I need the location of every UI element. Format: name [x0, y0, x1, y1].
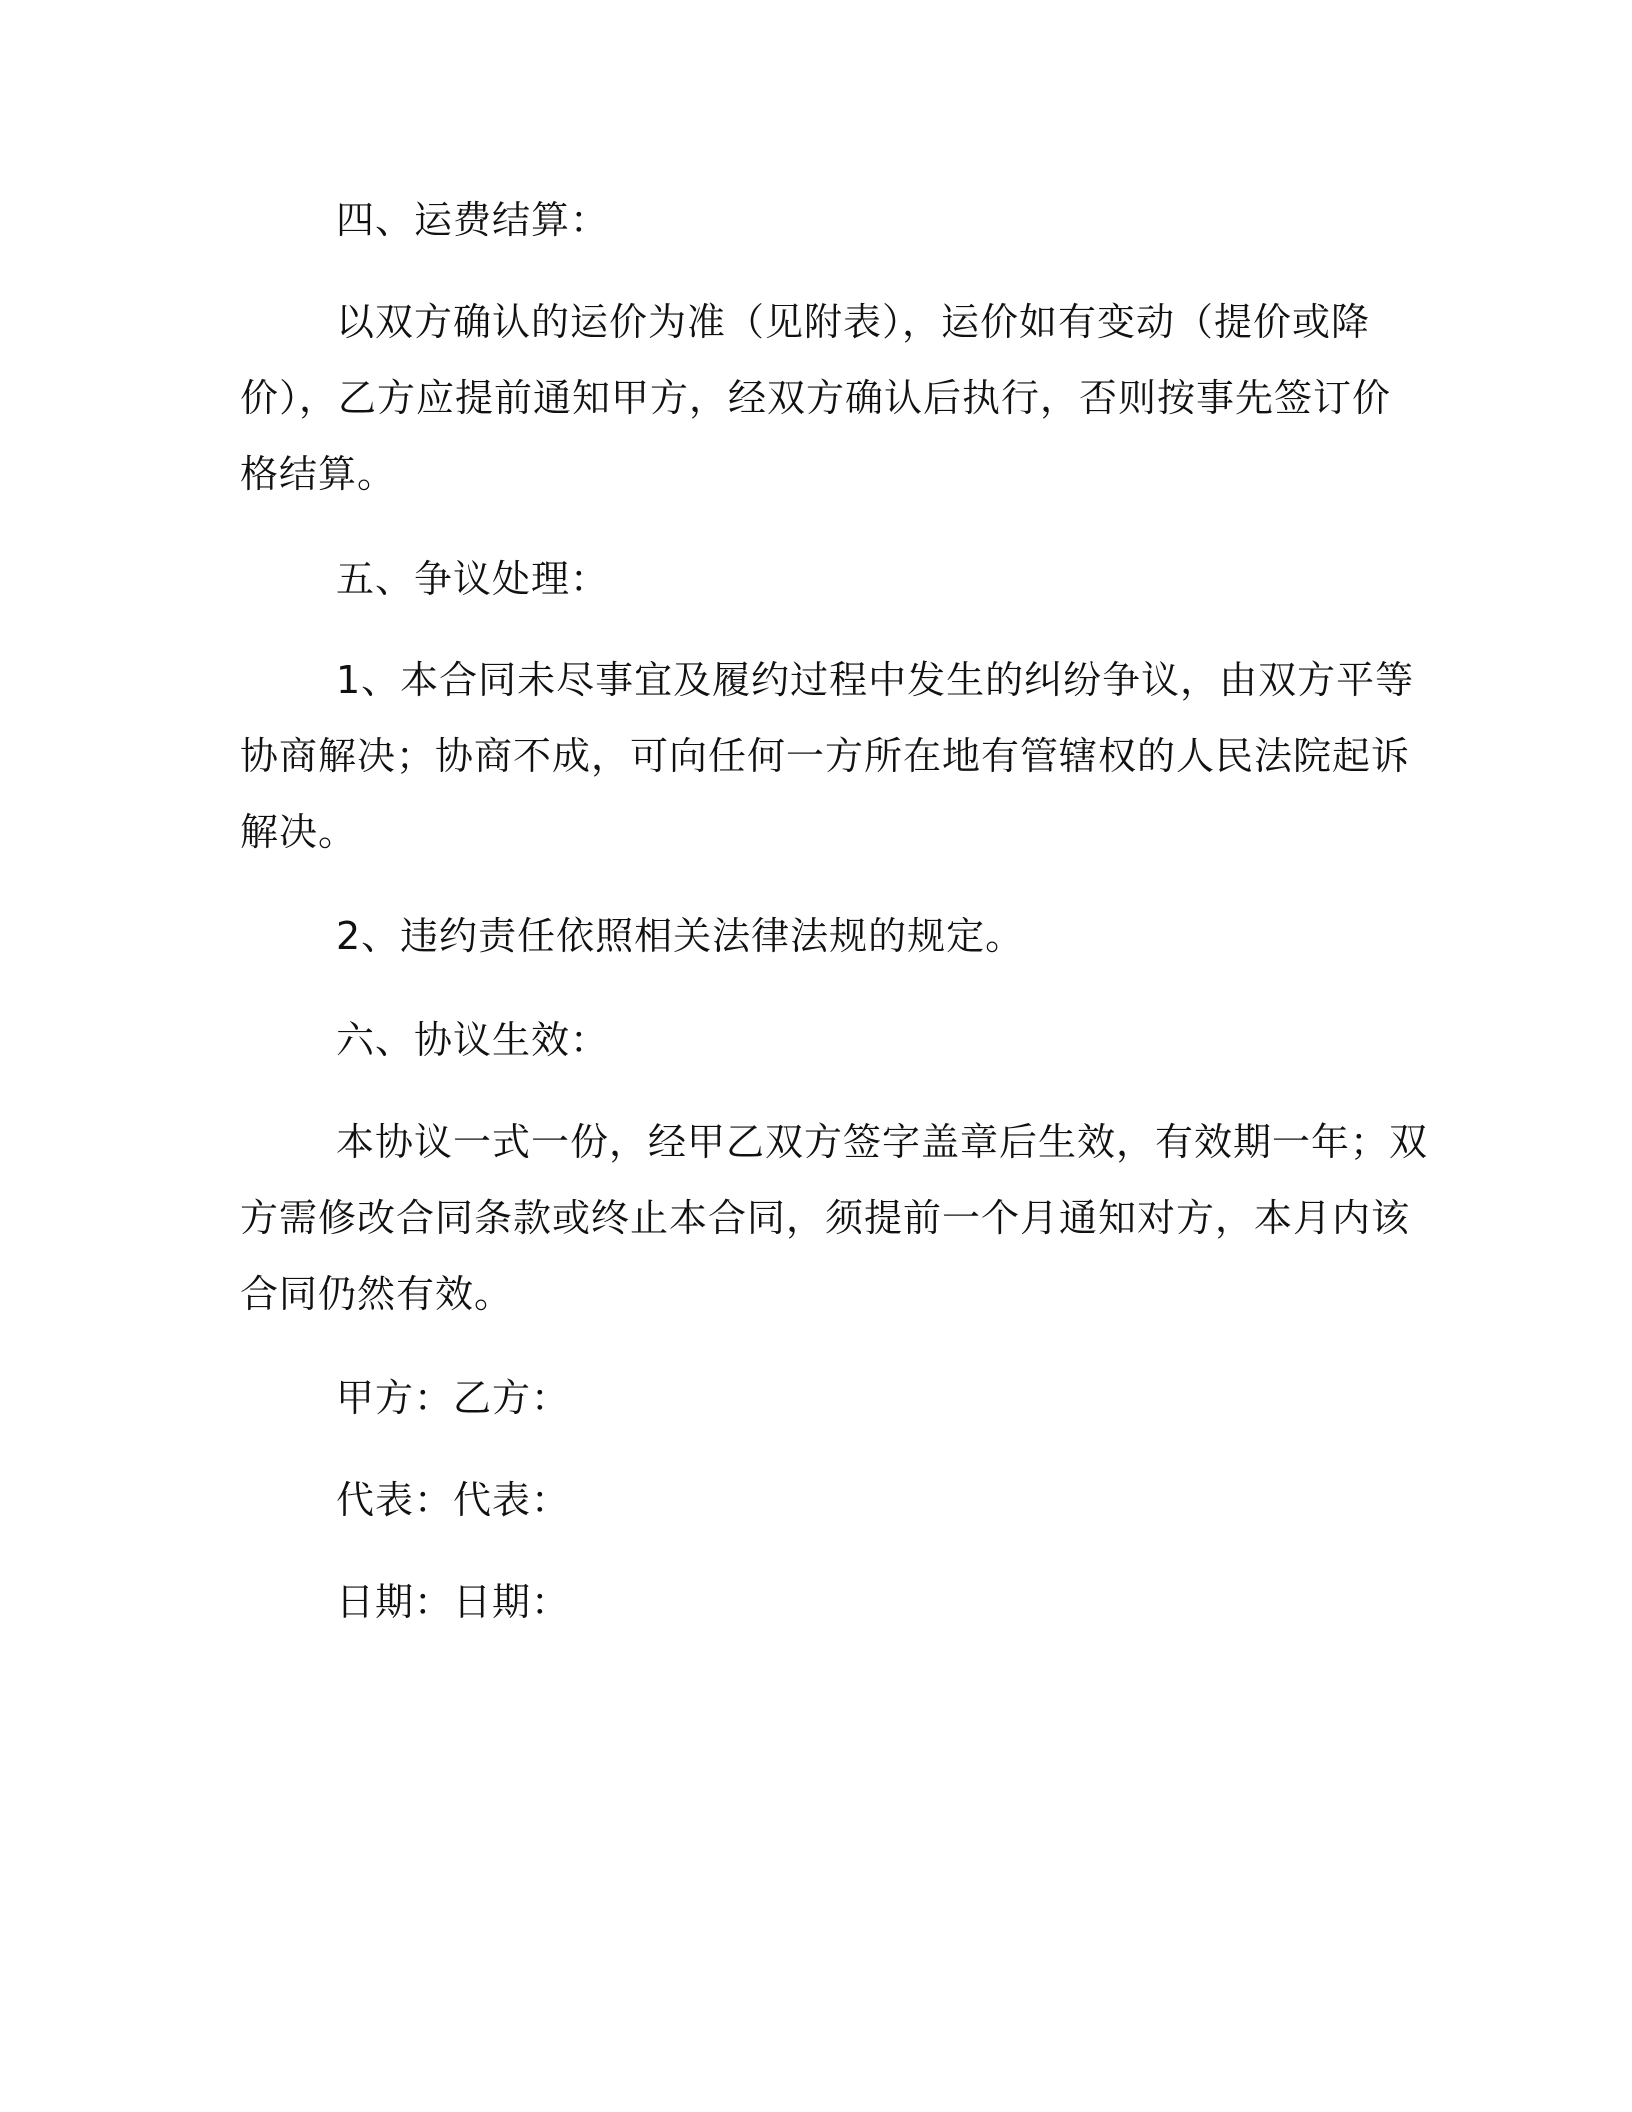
signature-representative-line: 代表：代表：	[336, 1478, 571, 1522]
section-4-paragraph-line-1: 以双方确认的运价为准（见附表），运价如有变动（提价或降	[336, 300, 1371, 344]
section-6-paragraph-line-2: 方需修改合同条款或终止本合同，须提前一个月通知对方，本月内该	[240, 1196, 1411, 1240]
section-5-item-1-line-3: 解决。	[240, 810, 358, 854]
section-4-paragraph-line-2: 价），乙方应提前通知甲方，经双方确认后执行，否则按事先签订价	[240, 376, 1392, 420]
signature-party-line: 甲方：乙方：	[336, 1376, 571, 1420]
section-6-paragraph-line-1: 本协议一式一份，经甲乙双方签字盖章后生效，有效期一年；双	[336, 1120, 1429, 1164]
section-5-item-1-line-1: 1、本合同未尽事宜及履约过程中发生的纠纷争议，由双方平等	[336, 658, 1415, 702]
section-5-item-1-line-2: 协商解决；协商不成，可向任何一方所在地有管辖权的人民法院起诉	[240, 734, 1411, 778]
section-5-heading: 五、争议处理：	[336, 557, 610, 601]
section-6-heading: 六、协议生效：	[336, 1018, 610, 1062]
section-4-heading: 四、运费结算：	[336, 198, 610, 242]
section-6-paragraph-line-3: 合同仍然有效。	[240, 1272, 514, 1316]
signature-date-line: 日期：日期：	[336, 1580, 571, 1624]
section-4-paragraph-line-3: 格结算。	[240, 452, 397, 496]
section-5-item-2: 2、违约责任依照相关法律法规的规定。	[336, 914, 1025, 958]
